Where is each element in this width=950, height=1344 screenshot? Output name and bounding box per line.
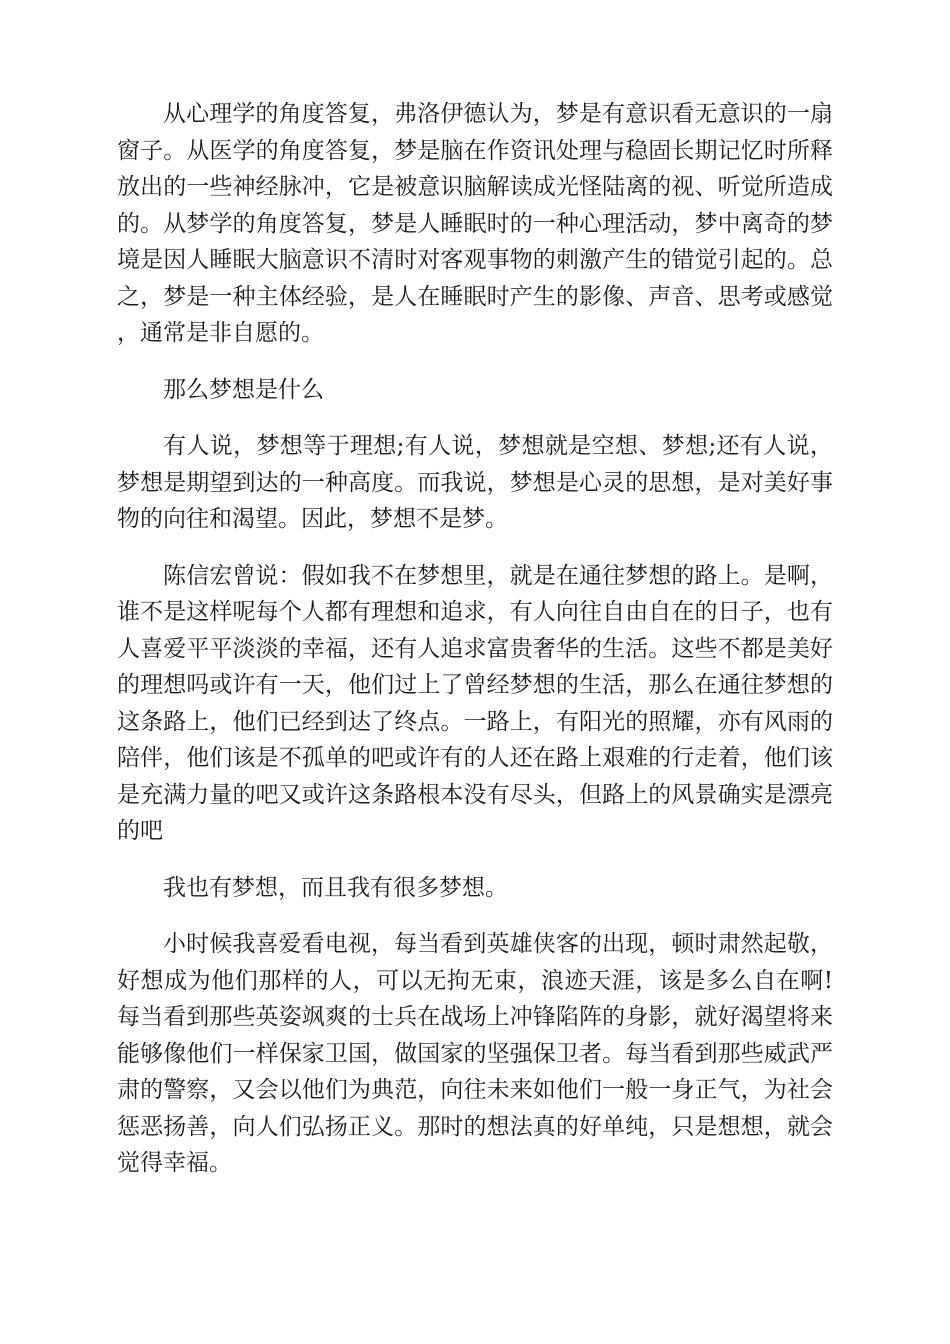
paragraph-my-dreams: 我也有梦想，而且我有很多梦想。 xyxy=(163,874,508,901)
paragraph-dream-definition: 从心理学的角度答复，弗洛伊德认为，梦是有意识看无意识的一扇窗子。从医学的角度答复，梦是脑在作资讯处理与稳固长期记忆时所释放出的一些神经脉冲，它是被意识脑解读成光怪陆离的视、听觉所造成的。从梦学的角度答复，梦是人睡眠时的一种心理活动，梦中离奇的梦境是因人睡眠大脑意识不清时对客观事物的刺激产生的错觉引起的。总之，梦是一种主体经验，是人在睡眠时产生的影像、声音、思考或感觉，通常是非自愿的。 xyxy=(117,101,833,346)
paragraph-childhood-dreams: 小时候我喜爱看电视，每当看到英雄侠客的出现，顿时肃然起敬，好想成为他们那样的人，可以无拘无束，浪迹天涯，该是多么自在啊!每当看到那些英姿飒爽的士兵在战场上冲锋陷阵的身影，就好渴望将来能够像他们一样保家卫国，做国家的坚强保卫者。每当看到那些威武严肃的警察，又会以他们为典范，向往未来如他们一般一身正气，为社会惩恶扬善，向人们弘扬正义。那时的想法真的好单纯，只是想想，就会觉得幸福。 xyxy=(117,931,833,1176)
paragraph-dream-vs-ideal: 有人说，梦想等于理想;有人说，梦想就是空想、梦想;还有人说，梦想是期望到达的一种高度。而我说，梦想是心灵的思想，是对美好事物的向往和渴望。因此，梦想不是梦。 xyxy=(117,433,833,532)
paragraph-what-is-dream: 那么梦想是什么 xyxy=(163,376,324,403)
document-body xyxy=(117,96,833,1202)
paragraph-road-to-dream: 陈信宏曾说：假如我不在梦想里，就是在通往梦想的路上。是啊，谁不是这样呢每个人都有理想和追求，有人向往自由自在的日子，也有人喜爱平平淡淡的幸福，还有人追求富贵奢华的生活。这些不都是美好的理想吗或许有一天，他们过上了曾经梦想的生活，那么在通往梦想的这条路上，他们已经到达了终点。一路上，有阳光的照耀，亦有风雨的陪伴，他们该是不孤单的吧或许有的人还在路上艰难的行走着，他们该是充满力量的吧又或许这条路根本没有尽头，但路上的风景确实是漂亮的吧 xyxy=(117,562,833,844)
